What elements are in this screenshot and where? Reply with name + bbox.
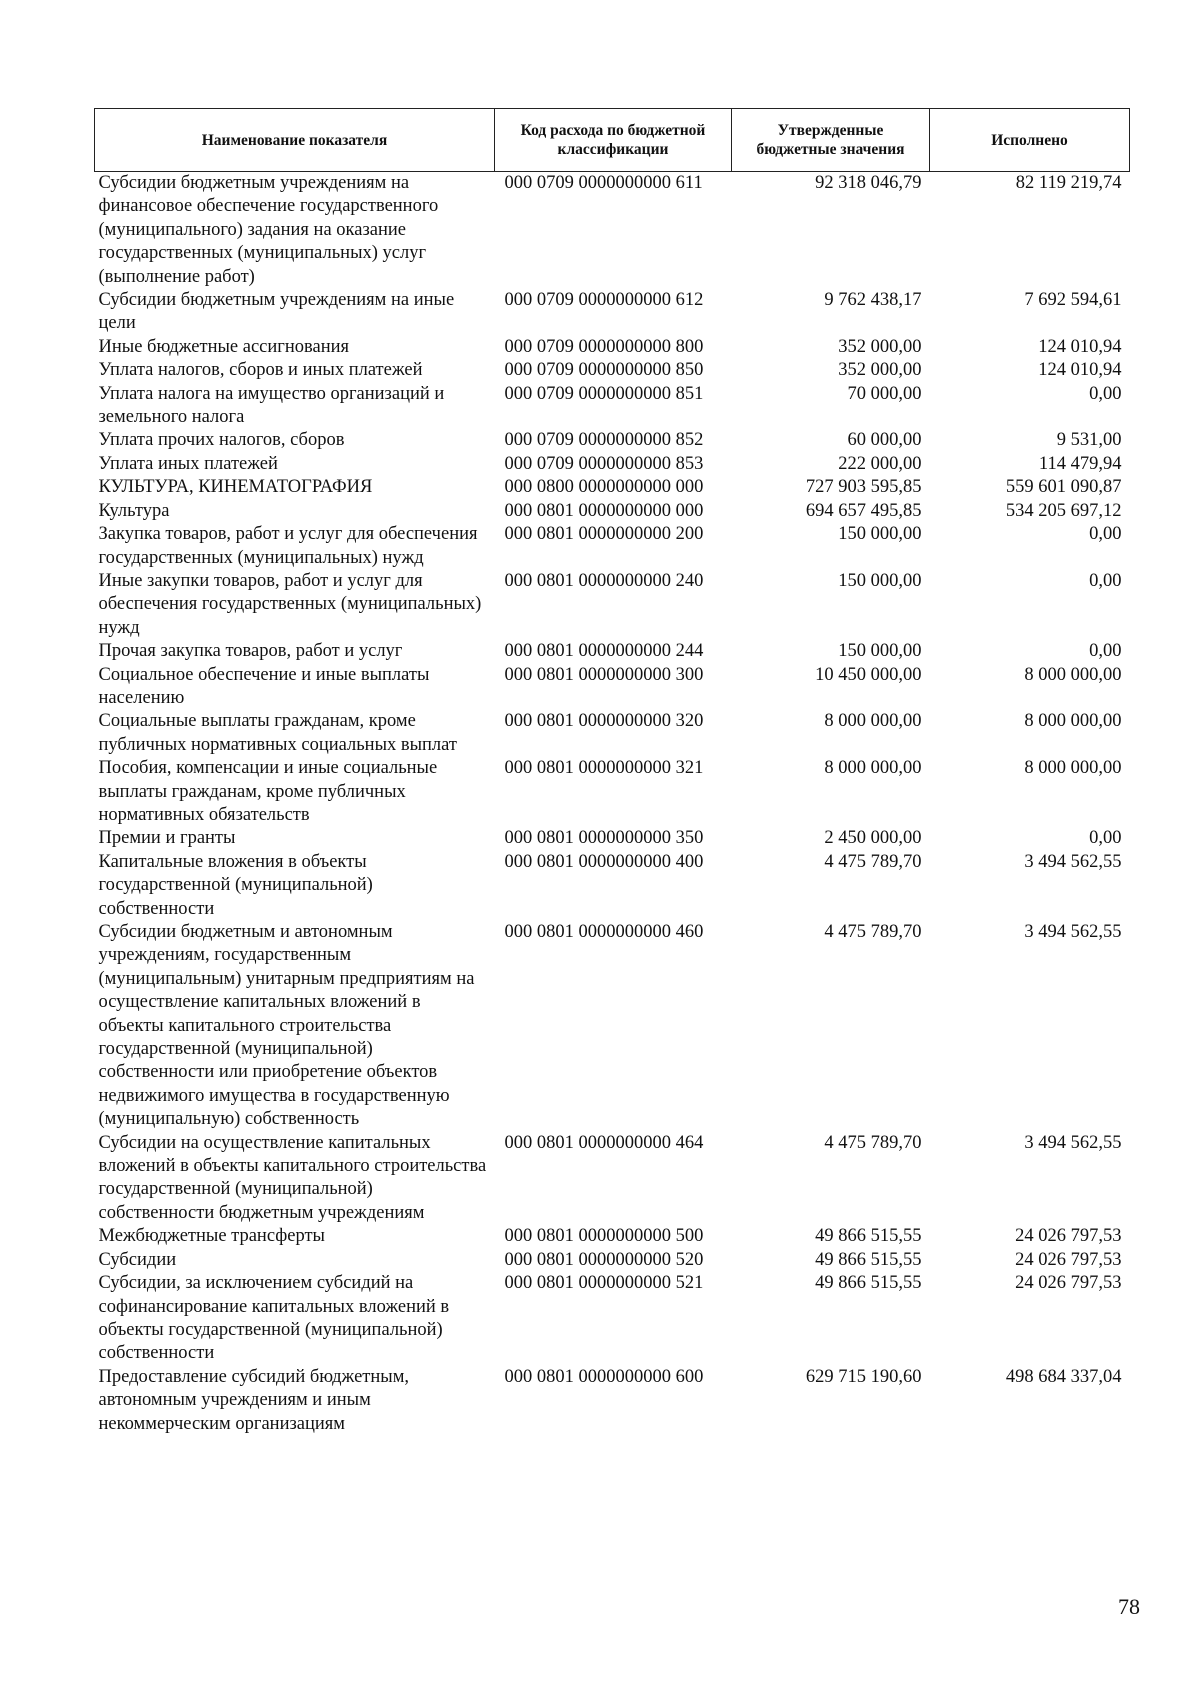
table-row [95,851,1130,921]
table-row [95,383,1130,430]
row-executed-cell: 559 601 090,87 [1005,477,1122,498]
row-approved-cell: 60 000,00 [847,430,922,451]
row-code-cell: 000 0801 0000000000 200 [504,524,704,545]
row-code-cell: 000 0801 0000000000 300 [504,664,704,685]
table-row [95,827,1130,850]
table-row [95,476,1130,499]
row-executed-cell: 24 026 797,53 [1015,1249,1122,1270]
table-row [95,1225,1130,1248]
row-name-cell: Уплата прочих налогов, сборов [98,430,345,451]
row-code-cell: 000 0801 0000000000 460 [504,922,704,942]
row-executed-cell: 9 531,00 [1056,430,1122,451]
row-code-cell: 000 0709 0000000000 612 [504,290,704,311]
row-code-cell: 000 0709 0000000000 851 [504,383,704,404]
row-code-cell: 000 0709 0000000000 800 [504,336,704,357]
header-executed: Исполнено [930,109,1130,172]
row-name-cell: Культура [98,500,170,521]
row-approved-cell: 9 762 438,17 [824,290,922,311]
row-executed-cell: 7 692 594,61 [1024,290,1122,311]
row-name-cell: Закупка товаров, работ и услуг для обеспечения государственных (муниципальных) нужд [98,524,478,568]
row-code-cell: 000 0801 0000000000 000 [504,500,704,521]
table-header [95,109,1130,172]
row-approved-cell: 150 000,00 [838,641,922,662]
row-code-cell: 000 0801 0000000000 600 [504,1366,704,1387]
row-approved-cell: 92 318 046,79 [815,173,922,193]
row-code-cell: 000 0801 0000000000 240 [504,570,704,591]
table-row [95,500,1130,523]
row-code-cell: 000 0801 0000000000 320 [504,711,704,732]
row-code-cell: 000 0801 0000000000 520 [504,1249,704,1270]
row-executed-cell: 498 684 337,04 [1005,1366,1122,1387]
row-executed-cell: 124 010,94 [1038,360,1122,381]
row-executed-cell: 534 205 697,12 [1005,500,1122,521]
row-executed-cell: 24 026 797,53 [1015,1226,1122,1247]
row-executed-cell: 8 000 000,00 [1024,758,1122,779]
row-approved-cell: 49 866 515,55 [815,1226,922,1247]
row-executed-cell: 3 494 562,55 [1024,1132,1122,1153]
table-row [95,710,1130,757]
table-row [95,172,1130,290]
row-approved-cell: 10 450 000,00 [815,664,922,685]
row-executed-cell: 3 494 562,55 [1024,922,1122,942]
page-number: 78 [1118,1594,1140,1619]
table-row [95,1272,1130,1366]
table-row [95,359,1130,382]
row-name-cell: Субсидии бюджетным и автономным учреждениям, государственным (муниципальным) унитарным предприятиям на осуществление капитальных вложений в объекты капитального строительства государственной (муниципальной) собственности или приобретение объектов недвижимого имущества в государственную (муниципальную) собственность [98,922,475,1130]
header-code: Код расхода по бюджетной классификации [495,109,732,172]
row-executed-cell: 114 479,94 [1038,453,1122,474]
row-approved-cell: 150 000,00 [838,524,922,545]
row-code-cell: 000 0801 0000000000 244 [504,641,704,662]
row-name-cell: Социальные выплаты гражданам, кроме публичных нормативных социальных выплат [98,711,457,755]
row-executed-cell: 0,00 [1089,828,1122,849]
row-name-cell: Субсидии бюджетным учреждениям на финансовое обеспечение государственного (муниципального) задания на оказание государственных (муниципальных) услуг (выполнение работ) [98,173,439,287]
table-row [95,757,1130,827]
row-executed-cell: 0,00 [1089,524,1122,545]
row-approved-cell: 222 000,00 [838,453,922,474]
row-approved-cell: 352 000,00 [838,360,922,381]
row-approved-cell: 694 657 495,85 [805,500,922,521]
row-approved-cell: 629 715 190,60 [805,1366,922,1387]
table-row [95,523,1130,570]
row-executed-cell: 8 000 000,00 [1024,664,1122,685]
row-approved-cell: 4 475 789,70 [824,1132,922,1153]
row-code-cell: 000 0801 0000000000 321 [504,758,704,779]
row-code-cell: 000 0709 0000000000 850 [504,360,704,381]
table-row [95,921,1130,1132]
row-approved-cell: 49 866 515,55 [815,1249,922,1270]
row-code-cell: 000 0709 0000000000 852 [504,430,704,451]
row-approved-cell: 8 000 000,00 [824,758,922,779]
row-approved-cell: 70 000,00 [847,383,922,404]
row-approved-cell: 352 000,00 [838,336,922,357]
row-executed-cell: 82 119 219,74 [1015,173,1122,193]
row-name-cell: Уплата налога на имущество организаций и земельного налога [98,383,445,428]
row-executed-cell: 124 010,94 [1038,336,1122,357]
row-executed-cell: 8 000 000,00 [1024,711,1122,732]
row-name-cell: Пособия, компенсации и иные социальные выплаты гражданам, кроме публичных нормативных обязательств [98,758,438,825]
row-name-cell: Уплата иных платежей [98,453,278,474]
budget-execution-table [94,108,1130,1436]
header-name: Наименование показателя [95,109,495,172]
row-name-cell: Субсидии, за исключением субсидий на софинансирование капитальных вложений в объекты государственной (муниципальной) собственности [98,1273,450,1364]
table-row [95,1132,1130,1226]
row-code-cell: 000 0801 0000000000 350 [504,828,704,849]
table-row [95,664,1130,711]
row-name-cell: Иные закупки товаров, работ и услуг для обеспечения государственных (муниципальных) нужд [98,570,482,638]
row-approved-cell: 8 000 000,00 [824,711,922,732]
table-row [95,570,1130,640]
table-row [95,1366,1130,1436]
table-row [95,640,1130,663]
row-name-cell: Иные бюджетные ассигнования [98,336,350,357]
row-name-cell: Предоставление субсидий бюджетным, автономным учреждениям и иным некоммерческим организациям [98,1366,410,1434]
row-name-cell: Межбюджетные трансферты [98,1226,325,1247]
row-code-cell: 000 0801 0000000000 500 [504,1226,704,1247]
row-name-cell: Субсидии [98,1249,177,1270]
row-name-cell: Субсидии на осуществление капитальных вложений в объекты капитального строительства государственной (муниципальной) собственности бюджетным учреждениям [98,1132,487,1223]
row-code-cell: 000 0709 0000000000 853 [504,453,704,474]
row-approved-cell: 49 866 515,55 [815,1273,922,1294]
row-executed-cell: 0,00 [1089,641,1122,662]
row-code-cell: 000 0800 0000000000 000 [504,477,704,498]
table-row [95,289,1130,336]
row-name-cell: Прочая закупка товаров, работ и услуг [98,641,403,662]
row-code-cell: 000 0801 0000000000 400 [504,851,704,872]
row-approved-cell: 4 475 789,70 [824,922,922,942]
row-approved-cell: 4 475 789,70 [824,851,922,872]
row-executed-cell: 24 026 797,53 [1015,1273,1122,1294]
row-name-cell: Уплата налогов, сборов и иных платежей [98,360,423,381]
row-executed-cell: 0,00 [1089,570,1122,591]
row-name-cell: Субсидии бюджетным учреждениям на иные цели [98,290,455,334]
row-name-cell: КУЛЬТУРА, КИНЕМАТОГРАФИЯ [98,477,373,498]
header-approved: Утвержденные бюджетные значения [732,109,930,172]
row-code-cell: 000 0801 0000000000 464 [504,1132,704,1153]
row-name-cell: Капитальные вложения в объекты государственной (муниципальной) собственности [98,851,373,919]
row-name-cell: Социальное обеспечение и иные выплаты населению [98,664,430,708]
row-approved-cell: 150 000,00 [838,570,922,591]
row-executed-cell: 3 494 562,55 [1024,851,1122,872]
row-executed-cell: 0,00 [1089,383,1122,404]
row-approved-cell: 2 450 000,00 [824,828,922,849]
row-code-cell: 000 0801 0000000000 521 [504,1273,704,1294]
table-row [95,1249,1130,1272]
table-body [95,172,1130,1436]
table-row [95,336,1130,359]
table-row [95,453,1130,476]
row-code-cell: 000 0709 0000000000 611 [504,173,703,193]
table-row [95,429,1130,452]
row-approved-cell: 727 903 595,85 [805,477,922,498]
row-name-cell: Премии и гранты [98,828,236,849]
